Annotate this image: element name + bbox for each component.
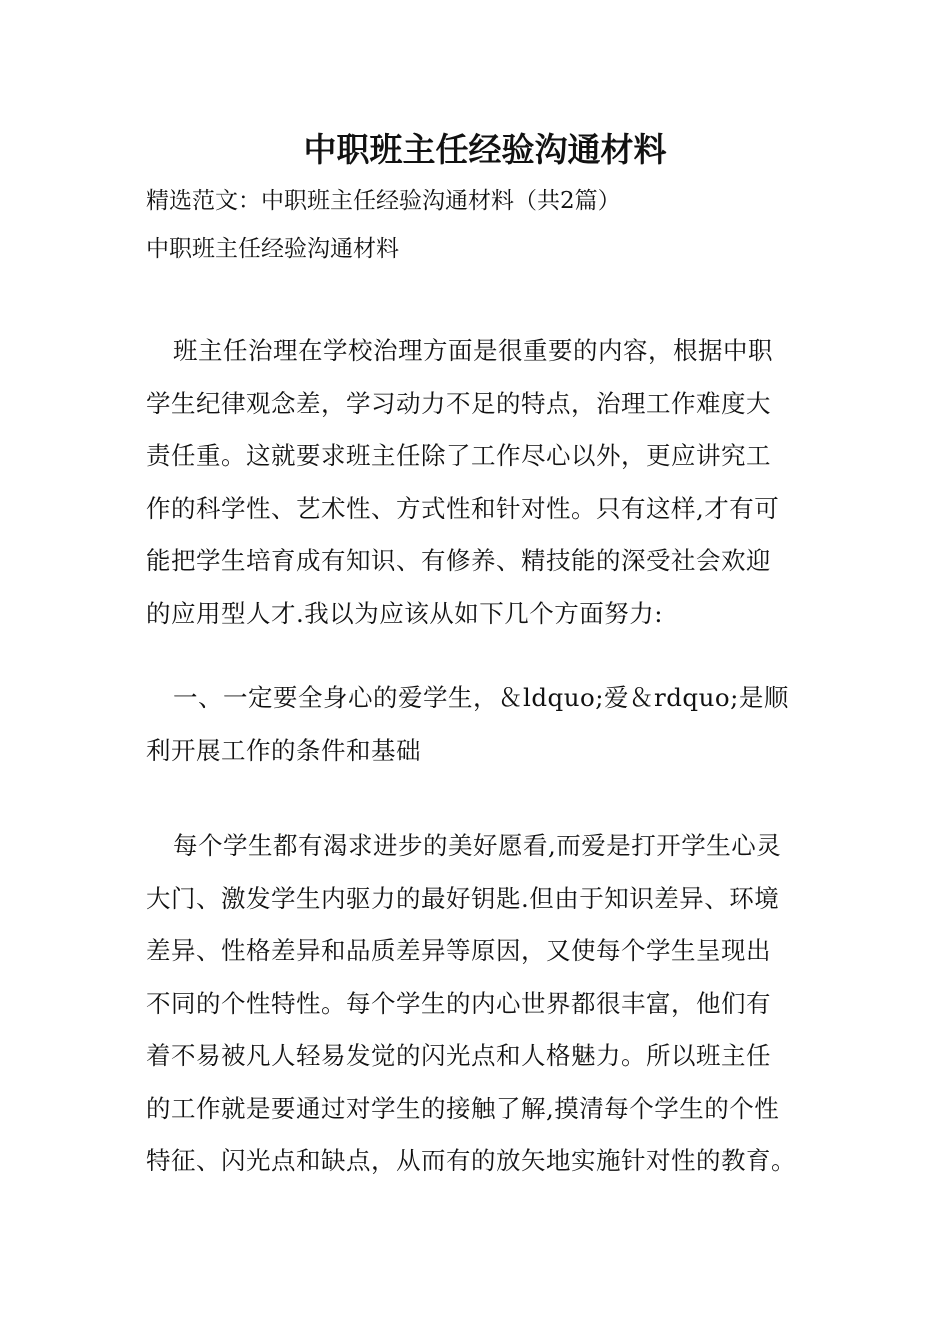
paragraph-line: 利开展工作的条件和基础 (146, 735, 421, 765)
paragraph-line: 的工作就是要通过对学生的接触了解,摸清每个学生的个性 (146, 1093, 780, 1123)
paragraph-line: 的应用型人才.我以为应该从如下几个方面努力: (146, 598, 664, 628)
document-section-heading: 中职班主任经验沟通材料 (146, 236, 399, 262)
paragraph-line: 作的科学性、艺术性、方式性和针对性。只有这样,才有可 (146, 493, 780, 523)
paragraph-line: 能把学生培育成有知识、有修养、精技能的深受社会欢迎 (146, 546, 771, 575)
paragraph-line: 每个学生都有渴求进步的美好愿看,而爱是打开学生心灵 (173, 831, 782, 860)
paragraph-line: 差异、性格差异和品质差异等原因，又使每个学生呈现出 (146, 936, 771, 965)
paragraph-intro (146, 325, 806, 640)
document-subtitle: 精选范文：中职班主任经验沟通材料（共2篇） (146, 188, 621, 214)
paragraph-line: 大门、激发学生内驱力的最好钥匙.但由于知识差异、环境 (146, 883, 780, 913)
paragraph-line: 班主任治理在学校治理方面是很重要的内容，根据中职 (173, 336, 773, 365)
paragraph-line: 着不易被凡人轻易发觉的闪光点和人格魅力。所以班主任 (146, 1041, 771, 1070)
paragraph-body (146, 820, 806, 1188)
paragraph-line: 特征、闪光点和缺点，从而有的放矢地实施针对性的教育。 (146, 1146, 796, 1175)
paragraph-line: 不同的个性特性。每个学生的内心世界都很丰富，他们有 (146, 988, 771, 1018)
paragraph-line: 一、一定要全身心的爱学生，＆ldquo;爱＆rdquo;是顺 (173, 683, 789, 712)
document-title: 中职班主任经验沟通材料 (303, 130, 667, 169)
paragraph-line: 学生纪律观念差，学习动力不足的特点，治理工作难度大 (146, 388, 771, 418)
paragraph-line: 责任重。这就要求班主任除了工作尽心以外，更应讲究工 (146, 441, 771, 470)
paragraph-heading-one (146, 672, 806, 777)
